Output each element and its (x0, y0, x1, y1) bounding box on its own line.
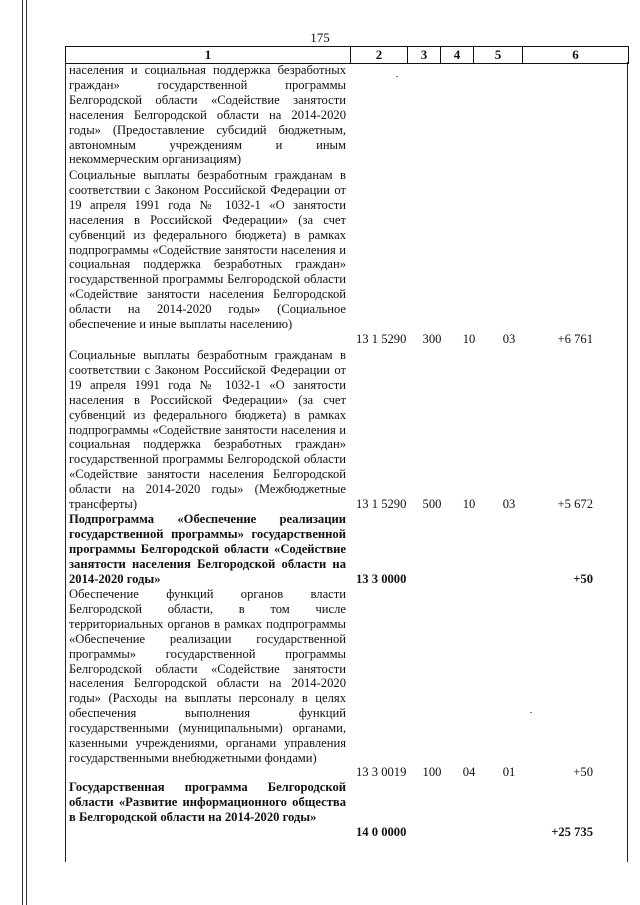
header-col-4: 4 (441, 47, 474, 63)
row-target-code: 13 1 5290 (356, 332, 407, 346)
row-amount: +25 735 (551, 825, 593, 839)
row-amount: +5 672 (557, 497, 593, 511)
row-description: Государственная программа Белгородской области «Развитие информационного общества в Белгородской области на 2014-2020 годы» (69, 780, 346, 824)
row-description: Социальные выплаты безработным гражданам в соответствии с Законом Российской Федерации от 19 апреля 1991 года № 1032-1 «О занятости населения в Российской Федерации» (за счет субвенций из федерального бюджета) в рамках подпрограммы «Содействие занятости населения и социальная поддержка безработных граждан» государственной программы Белгородской области «Содействие занятости населения Белгородской области на 2014-2020 годы» (Межбюджетные трансферты) (69, 348, 346, 512)
row-amount: +50 (573, 572, 593, 586)
row-target-code: 13 3 0000 (356, 572, 407, 586)
header-col-5: 5 (474, 47, 523, 63)
row-description: Подпрограмма «Обеспечение реализации государственной программы» государственной программы Белгородской области «Содействие занятости населения Белгородской области на 2014-2020 годы» (69, 512, 346, 586)
page-number: 175 (310, 30, 330, 45)
row-expense-type: 300 (422, 332, 442, 346)
row-amount: +50 (573, 765, 593, 779)
row-subsection: 03 (502, 497, 516, 511)
header-col-1: 1 (66, 47, 351, 63)
row-subsection: 03 (502, 332, 516, 346)
header-col-2: 2 (351, 47, 408, 63)
row-description: Социальные выплаты безработным гражданам в соответствии с Законом Российской Федерации от 19 апреля 1991 года № 1032-1 «О занятости населения в Российской Федерации» (за счет субвенций из федерального бюджета) в рамках подпрограммы «Содействие занятости населения и социальная поддержка безработных граждан» государственной программы Белгородской области «Содействие занятости населения Белгородской области на 2014-2020 годы» (Социальное обеспечение и иные выплаты населению) (69, 168, 346, 332)
scan-speck (530, 712, 532, 713)
row-target-code: 13 1 5290 (356, 497, 407, 511)
row-expense-type: 500 (422, 497, 442, 511)
row-target-code: 13 3 0019 (356, 765, 407, 779)
row-description: Обеспечение функций органов власти Белгородской области, в том числе территориальных органов в рамках подпрограммы «Обеспечение реализации государственной программы» государственной программы Белгородской области «Содействие занятости населения Белгородской области на 2014-2020 годы» (Расходы на выплаты персоналу в целях обеспечения выполнения функций государственными (муниципальными) органами, казенными учреждениями, органами управления государственными внебюджетными фондами) (69, 587, 346, 765)
table-left-border (65, 62, 66, 862)
table-header (65, 46, 629, 64)
row-section: 10 (462, 497, 476, 511)
table-right-border (627, 62, 628, 862)
header-col-6: 6 (572, 47, 579, 62)
row-subsection: 01 (502, 765, 516, 779)
row-section: 10 (462, 332, 476, 346)
row-section: 04 (462, 765, 476, 779)
row-target-code: 14 0 0000 (356, 825, 407, 839)
scan-border-artifact (22, 0, 27, 905)
row-description: населения и социальная поддержка безработных граждан» государственной программы Белгородской области «Содействие занятости населения Белгородской области на 2014-2020 годы» (Предоставление субсидий бюджетным, автономным учреждениям и иным некоммерческим организациям) (69, 63, 346, 167)
scan-speck (396, 76, 398, 77)
row-amount: +6 761 (557, 332, 593, 346)
row-expense-type: 100 (422, 765, 442, 779)
header-col-3: 3 (408, 47, 441, 63)
